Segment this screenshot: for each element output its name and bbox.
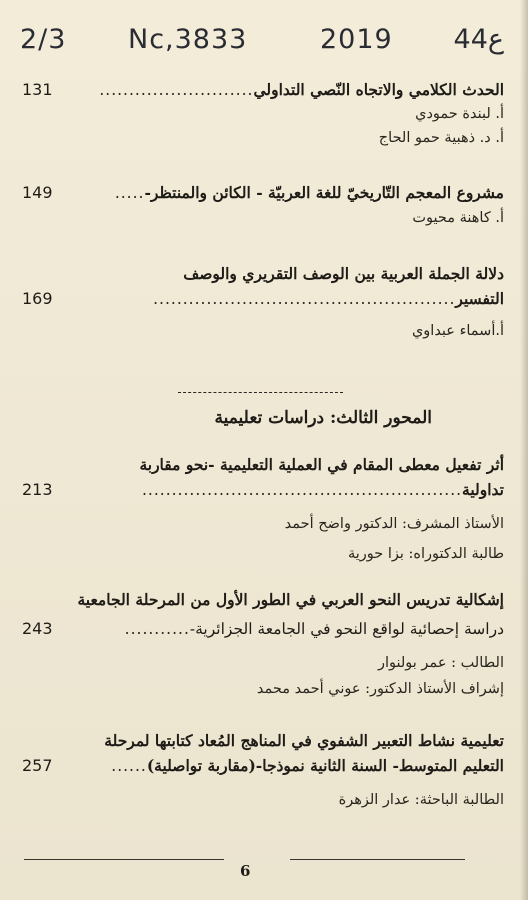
- toc-entry: [22, 726, 504, 811]
- toc-entry-title-line: [22, 183, 504, 202]
- footer-rule-right: [290, 859, 465, 860]
- toc-author: طالبة الدكتوراه: بزا حورية: [347, 546, 504, 562]
- toc-entry: [22, 450, 504, 565]
- toc-author: أ.أسماء عبداوي: [411, 323, 504, 339]
- toc-entry-title-continued: التفسير: [455, 289, 504, 308]
- toc-entry-title: دلالة الجملة العربية بين الوصف التقريري والوصف: [183, 264, 504, 283]
- toc-entry-title-continued: التعليم المتوسط- السنة الثانية نموذجا-(مقاربة تواصلية): [146, 756, 504, 775]
- section-entries: [22, 450, 504, 811]
- toc-entry-title-continued: تداولية: [462, 480, 504, 499]
- toc-entry-title: أثر تفعيل معطى المقام في العملية التعليمية -نحو مقاربة: [139, 455, 504, 474]
- dot-leader: ..........................: [99, 81, 254, 99]
- toc-entry-title-line: [22, 756, 504, 775]
- toc-entry-title: تعليمية نشاط التعبير الشفوي في المناهج المُعاد كتابتها لمرحلة: [104, 731, 504, 750]
- section-heading: المحور الثالث: دراسات تعليمية: [214, 408, 432, 428]
- toc-entry-title-line: [22, 289, 504, 308]
- toc-page-number: 169: [22, 289, 53, 308]
- toc-entry-title: إشكالية تدريس النحو العربي في الطور الأول من المرحلة الجامعية: [77, 590, 504, 609]
- handwritten-header: [20, 14, 512, 64]
- toc-entry-title-continued: دراسة إحصائية لواقع النحو في الجامعة الجزائرية-: [189, 620, 504, 638]
- toc-entry: [22, 585, 504, 700]
- toc-page-number: 257: [22, 756, 53, 775]
- toc-entry: [22, 80, 504, 149]
- toc-author: الطالبة الباحثة: عدار الزهرة: [338, 792, 504, 808]
- toc-author: إشراف الأستاذ الدكتور: عوني أحمد محمد: [256, 681, 504, 697]
- toc-author: أ. كاهنة محيوت: [412, 210, 504, 226]
- toc-author: الأستاذ المشرف: الدكتور واضح أحمد: [284, 516, 504, 532]
- dot-leader: ......: [111, 757, 147, 775]
- toc-page-number: 131: [22, 80, 53, 99]
- toc-entry: [22, 259, 504, 342]
- toc-entry-title-line: [22, 80, 504, 99]
- page-edge-shadow: [520, 0, 528, 900]
- handwritten-code: 44ع: [453, 24, 504, 55]
- toc-author: أ. د. ذهبية حمو الحاج: [378, 130, 504, 146]
- toc-entry: [22, 183, 504, 229]
- toc-entry-title: الحدث الكلامي والاتجاه النّصي التداولي: [253, 80, 504, 99]
- footer-page-number: 6: [240, 862, 251, 880]
- dot-leader: .....: [114, 184, 145, 202]
- handwritten-catalog-number: Nc,3833: [128, 24, 248, 55]
- section-separator: [178, 392, 343, 393]
- dot-leader: ......................................................: [141, 481, 463, 499]
- toc-author: الطالب : عمر بولنوار: [377, 655, 504, 671]
- table-of-contents: [22, 72, 504, 342]
- toc-author: أ. لبندة حمودي: [415, 106, 504, 122]
- toc-page-number: 213: [22, 480, 53, 499]
- toc-entry-title-line: [22, 619, 504, 638]
- handwritten-page-fraction: 2/3: [20, 24, 67, 55]
- toc-page-number: 149: [22, 183, 53, 202]
- dot-leader: ...........: [124, 620, 190, 638]
- dot-leader: ...................................................: [153, 290, 456, 308]
- toc-page-number: 243: [22, 619, 53, 638]
- footer-rule-left: [24, 859, 224, 860]
- handwritten-year: 2019: [320, 24, 393, 55]
- toc-entry-title-line: [22, 480, 504, 499]
- toc-entry-title: مشروع المعجم التّاريخيّ للغة العربيّة - الكائن والمنتظر-: [144, 183, 504, 202]
